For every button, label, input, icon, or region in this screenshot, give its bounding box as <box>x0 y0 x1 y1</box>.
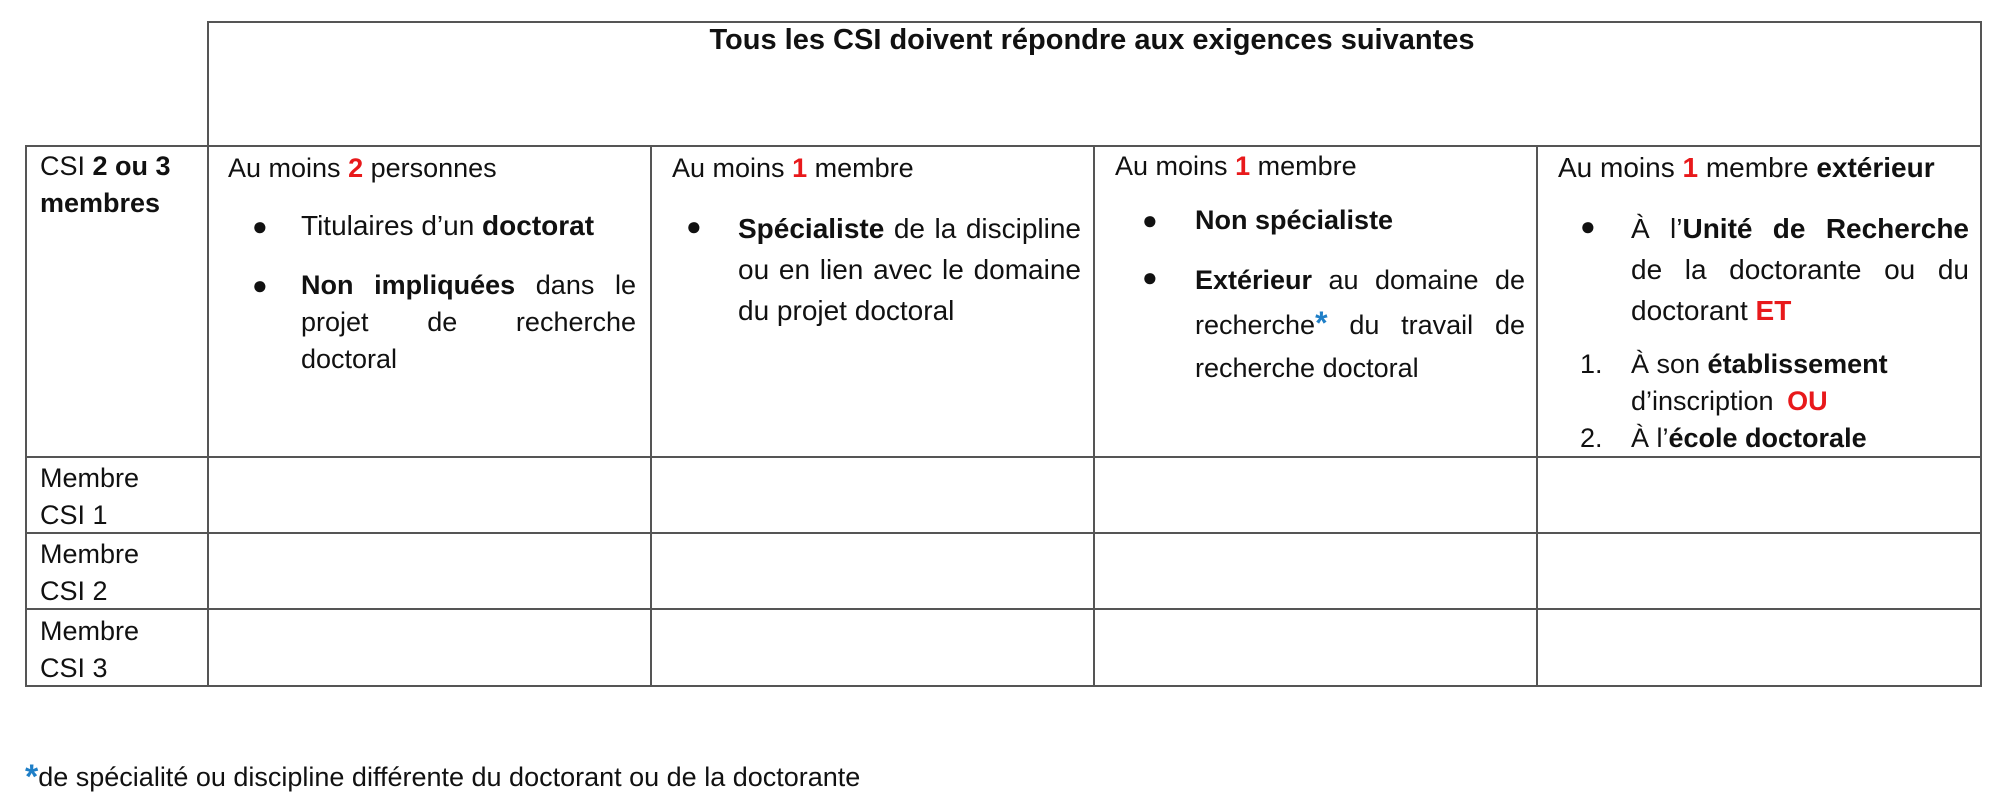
item-red-text: OU <box>1787 386 1828 416</box>
heading-text: membre <box>1250 151 1357 181</box>
item-bold-text: Non impliquées <box>301 270 516 300</box>
list-item-text <box>301 267 636 378</box>
member-row-label <box>40 613 180 687</box>
col4-heading <box>1558 150 1935 186</box>
heading-text: personnes <box>363 153 497 183</box>
table-header-title: Tous les CSI doivent répondre aux exigences suivantes <box>709 24 1475 56</box>
list-item-text <box>1631 208 1969 331</box>
numbered-item-text <box>1631 346 1969 420</box>
member-row-label <box>40 536 180 610</box>
row-label-prefix: CSI <box>40 151 93 181</box>
col3-heading <box>1115 148 1357 184</box>
list-item-text <box>1195 202 1525 238</box>
item-bold-text: Extérieur <box>1195 265 1313 295</box>
heading-text: membre <box>807 153 914 183</box>
heading-number: 2 <box>348 153 364 183</box>
bullet-icon: ● <box>252 270 268 300</box>
numbered-item <box>1580 346 1603 382</box>
asterisk-icon: * <box>1315 305 1328 341</box>
member-label: Membre CSI 2 <box>40 539 140 606</box>
table-line <box>1093 145 1095 687</box>
item-bold-text: Unité de Recherche <box>1682 213 1970 244</box>
item-red-text: ET <box>1755 295 1792 326</box>
heading-number: 1 <box>1682 152 1699 183</box>
row-label <box>40 148 200 222</box>
table-line <box>207 21 209 687</box>
row-label-members: membres <box>40 188 161 218</box>
footnote-text: de spécialité ou discipline différente du doctorant ou de la doctorante <box>38 762 861 792</box>
item-text: du travail de recherche doctoral <box>1195 310 1525 383</box>
bullet-icon: ● <box>686 211 702 241</box>
list-item-text <box>738 208 1081 331</box>
table-line <box>1536 145 1538 687</box>
table-line <box>650 145 652 687</box>
bullet-icon: ● <box>1142 205 1158 235</box>
table-line <box>25 456 1982 458</box>
member-row-label <box>40 460 180 534</box>
item-number: 2. <box>1580 423 1603 453</box>
asterisk-icon: * <box>25 758 39 796</box>
item-text: À l’ <box>1631 213 1683 244</box>
table-line <box>1980 21 1982 687</box>
heading-text: Au moins <box>672 153 793 183</box>
item-bold-text: établissement <box>1707 349 1888 379</box>
col1-heading <box>228 150 497 186</box>
table-line <box>207 21 1982 23</box>
heading-number: 1 <box>1235 151 1251 181</box>
heading-text: Au moins <box>1558 152 1683 183</box>
heading-text: Au moins <box>1115 151 1236 181</box>
table-line <box>25 685 1982 687</box>
heading-text: membre <box>1698 152 1817 183</box>
list-item-text <box>1195 259 1525 390</box>
item-text: dans le projet de recherche doctoral <box>301 270 636 374</box>
item-text: À son <box>1631 349 1708 379</box>
table-line <box>25 145 1982 147</box>
item-bold-text: Spécialiste <box>738 213 885 244</box>
item-text: au domaine de recherche <box>1195 265 1525 340</box>
row-label-count: 2 ou 3 <box>92 151 171 181</box>
item-text: Titulaires d’un <box>301 210 483 241</box>
numbered-item-text <box>1631 420 1969 456</box>
footnote <box>25 758 860 797</box>
item-text: de la doctorante ou du doctorant <box>1631 254 1969 326</box>
item-bold-text: doctorat <box>482 210 595 241</box>
bullet-icon: ● <box>1580 211 1596 241</box>
numbered-item <box>1580 420 1603 456</box>
item-text: À l’ <box>1631 423 1669 453</box>
heading-number: 1 <box>792 153 808 183</box>
bullet-icon: ● <box>1142 262 1158 292</box>
item-bold-text: école doctorale <box>1668 423 1867 453</box>
item-text: de la discipline ou en lien avec le domaine du projet doctoral <box>738 213 1081 326</box>
list-item-text <box>301 208 636 244</box>
item-number: 1. <box>1580 349 1603 379</box>
table-line <box>25 145 27 687</box>
member-label: Membre CSI 3 <box>40 616 140 683</box>
table-line <box>25 608 1982 610</box>
bullet-icon: ● <box>252 211 268 241</box>
table-line <box>25 532 1982 534</box>
member-label: Membre CSI 1 <box>40 463 140 530</box>
heading-text: Au moins <box>228 153 349 183</box>
item-bold-text: Non spécialiste <box>1195 205 1394 235</box>
heading-bold-text: extérieur <box>1816 152 1935 183</box>
item-text: d’inscription <box>1631 386 1782 416</box>
col2-heading <box>672 150 914 186</box>
